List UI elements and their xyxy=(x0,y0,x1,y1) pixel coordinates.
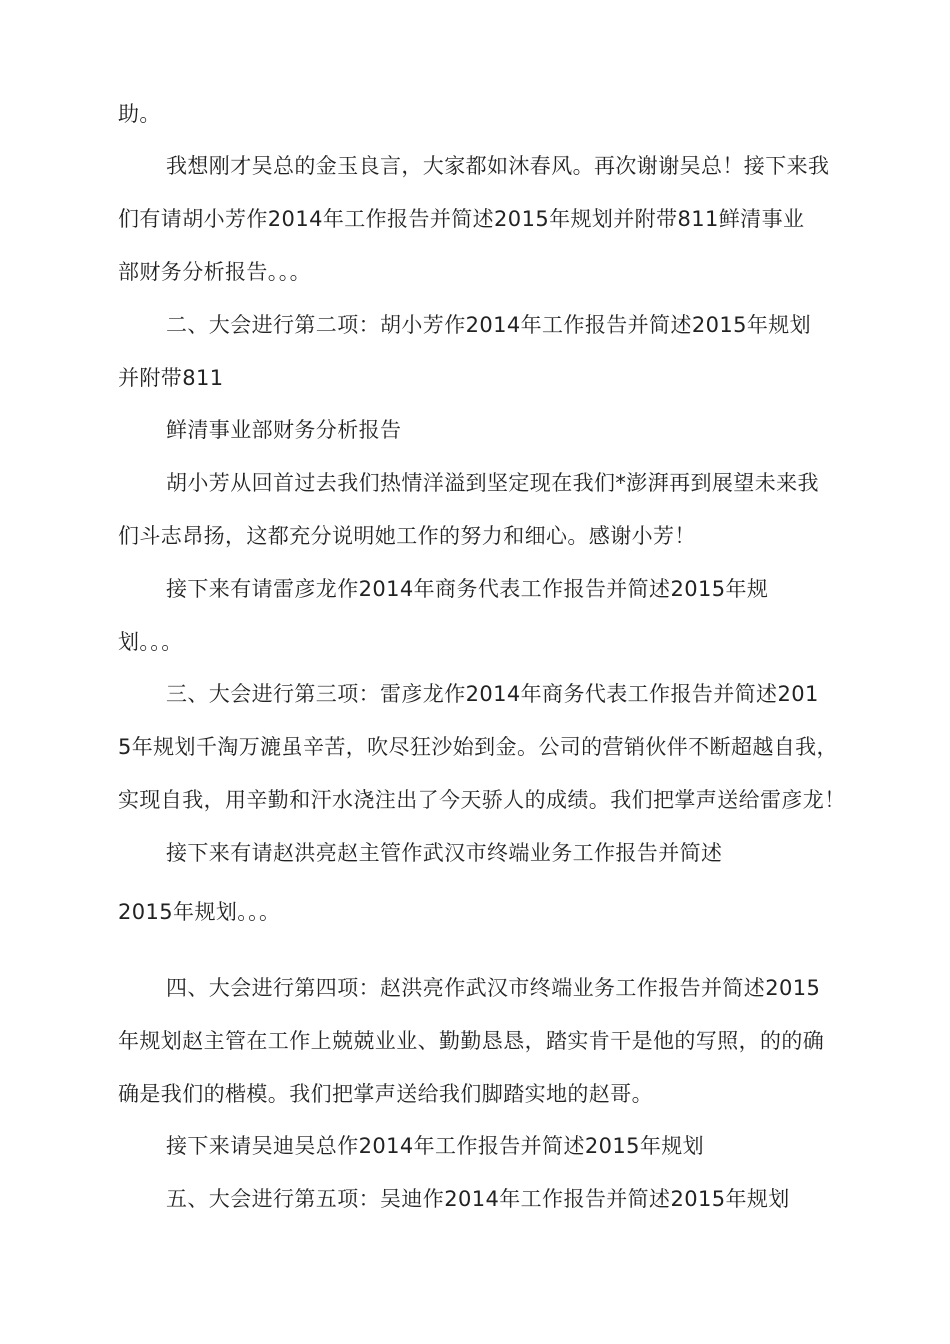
section-heading-item-3: 三、大会进行第三项：雷彦龙作2014年商务代表工作报告并简述201 xyxy=(166,682,819,706)
section-heading-item-2: 二、大会进行第二项：胡小芳作2014年工作报告并简述2015年规划 xyxy=(166,313,812,337)
text-line: 部财务分析报告。。。 xyxy=(118,260,311,284)
text-line: 们斗志昂扬，这都充分说明她工作的努力和细心。感谢小芳！ xyxy=(118,524,696,548)
text-line: 们有请胡小芳作2014年工作报告并简述2015年规划并附带811鲜清事业 xyxy=(118,207,805,231)
section-heading-item-4: 四、大会进行第四项：赵洪亮作武汉市终端业务工作报告并简述2015 xyxy=(166,976,821,1000)
text-line: 并附带811 xyxy=(118,366,224,390)
text-line: 5年规划千淘万漉虽辛苦，吹尽狂沙始到金。公司的营销伙伴不断超越自我， xyxy=(118,735,838,759)
text-line: 划。。。 xyxy=(118,630,183,654)
text-line: 接下来有请雷彦龙作2014年商务代表工作报告并简述2015年规 xyxy=(166,577,769,601)
text-line: 确是我们的楷模。我们把掌声送给我们脚踏实地的赵哥。 xyxy=(118,1082,653,1106)
section-heading-item-5: 五、大会进行第五项：吴迪作2014年工作报告并简述2015年规划 xyxy=(166,1187,790,1211)
text-line: 胡小芳从回首过去我们热情洋溢到坚定现在我们*澎湃再到展望未来我 xyxy=(166,471,819,495)
text-line: 鲜清事业部财务分析报告 xyxy=(166,418,402,442)
text-line: 我想刚才吴总的金玉良言，大家都如沐春风。再次谢谢吴总！接下来我 xyxy=(166,154,830,178)
text-line: 2015年规划。。。 xyxy=(118,900,281,924)
text-line: 实现自我，用辛勤和汗水浇注出了今天骄人的成绩。我们把掌声送给雷彦龙！ xyxy=(118,788,846,812)
text-line: 接下来请吴迪吴总作2014年工作报告并简述2015年规划 xyxy=(166,1134,705,1158)
text-line: 接下来有请赵洪亮赵主管作武汉市终端业务工作报告并简述 xyxy=(166,841,723,865)
text-line: 助。 xyxy=(118,102,161,126)
text-line: 年规划赵主管在工作上兢兢业业、勤勤恳恳，踏实肯干是他的写照，的的确 xyxy=(118,1029,825,1053)
